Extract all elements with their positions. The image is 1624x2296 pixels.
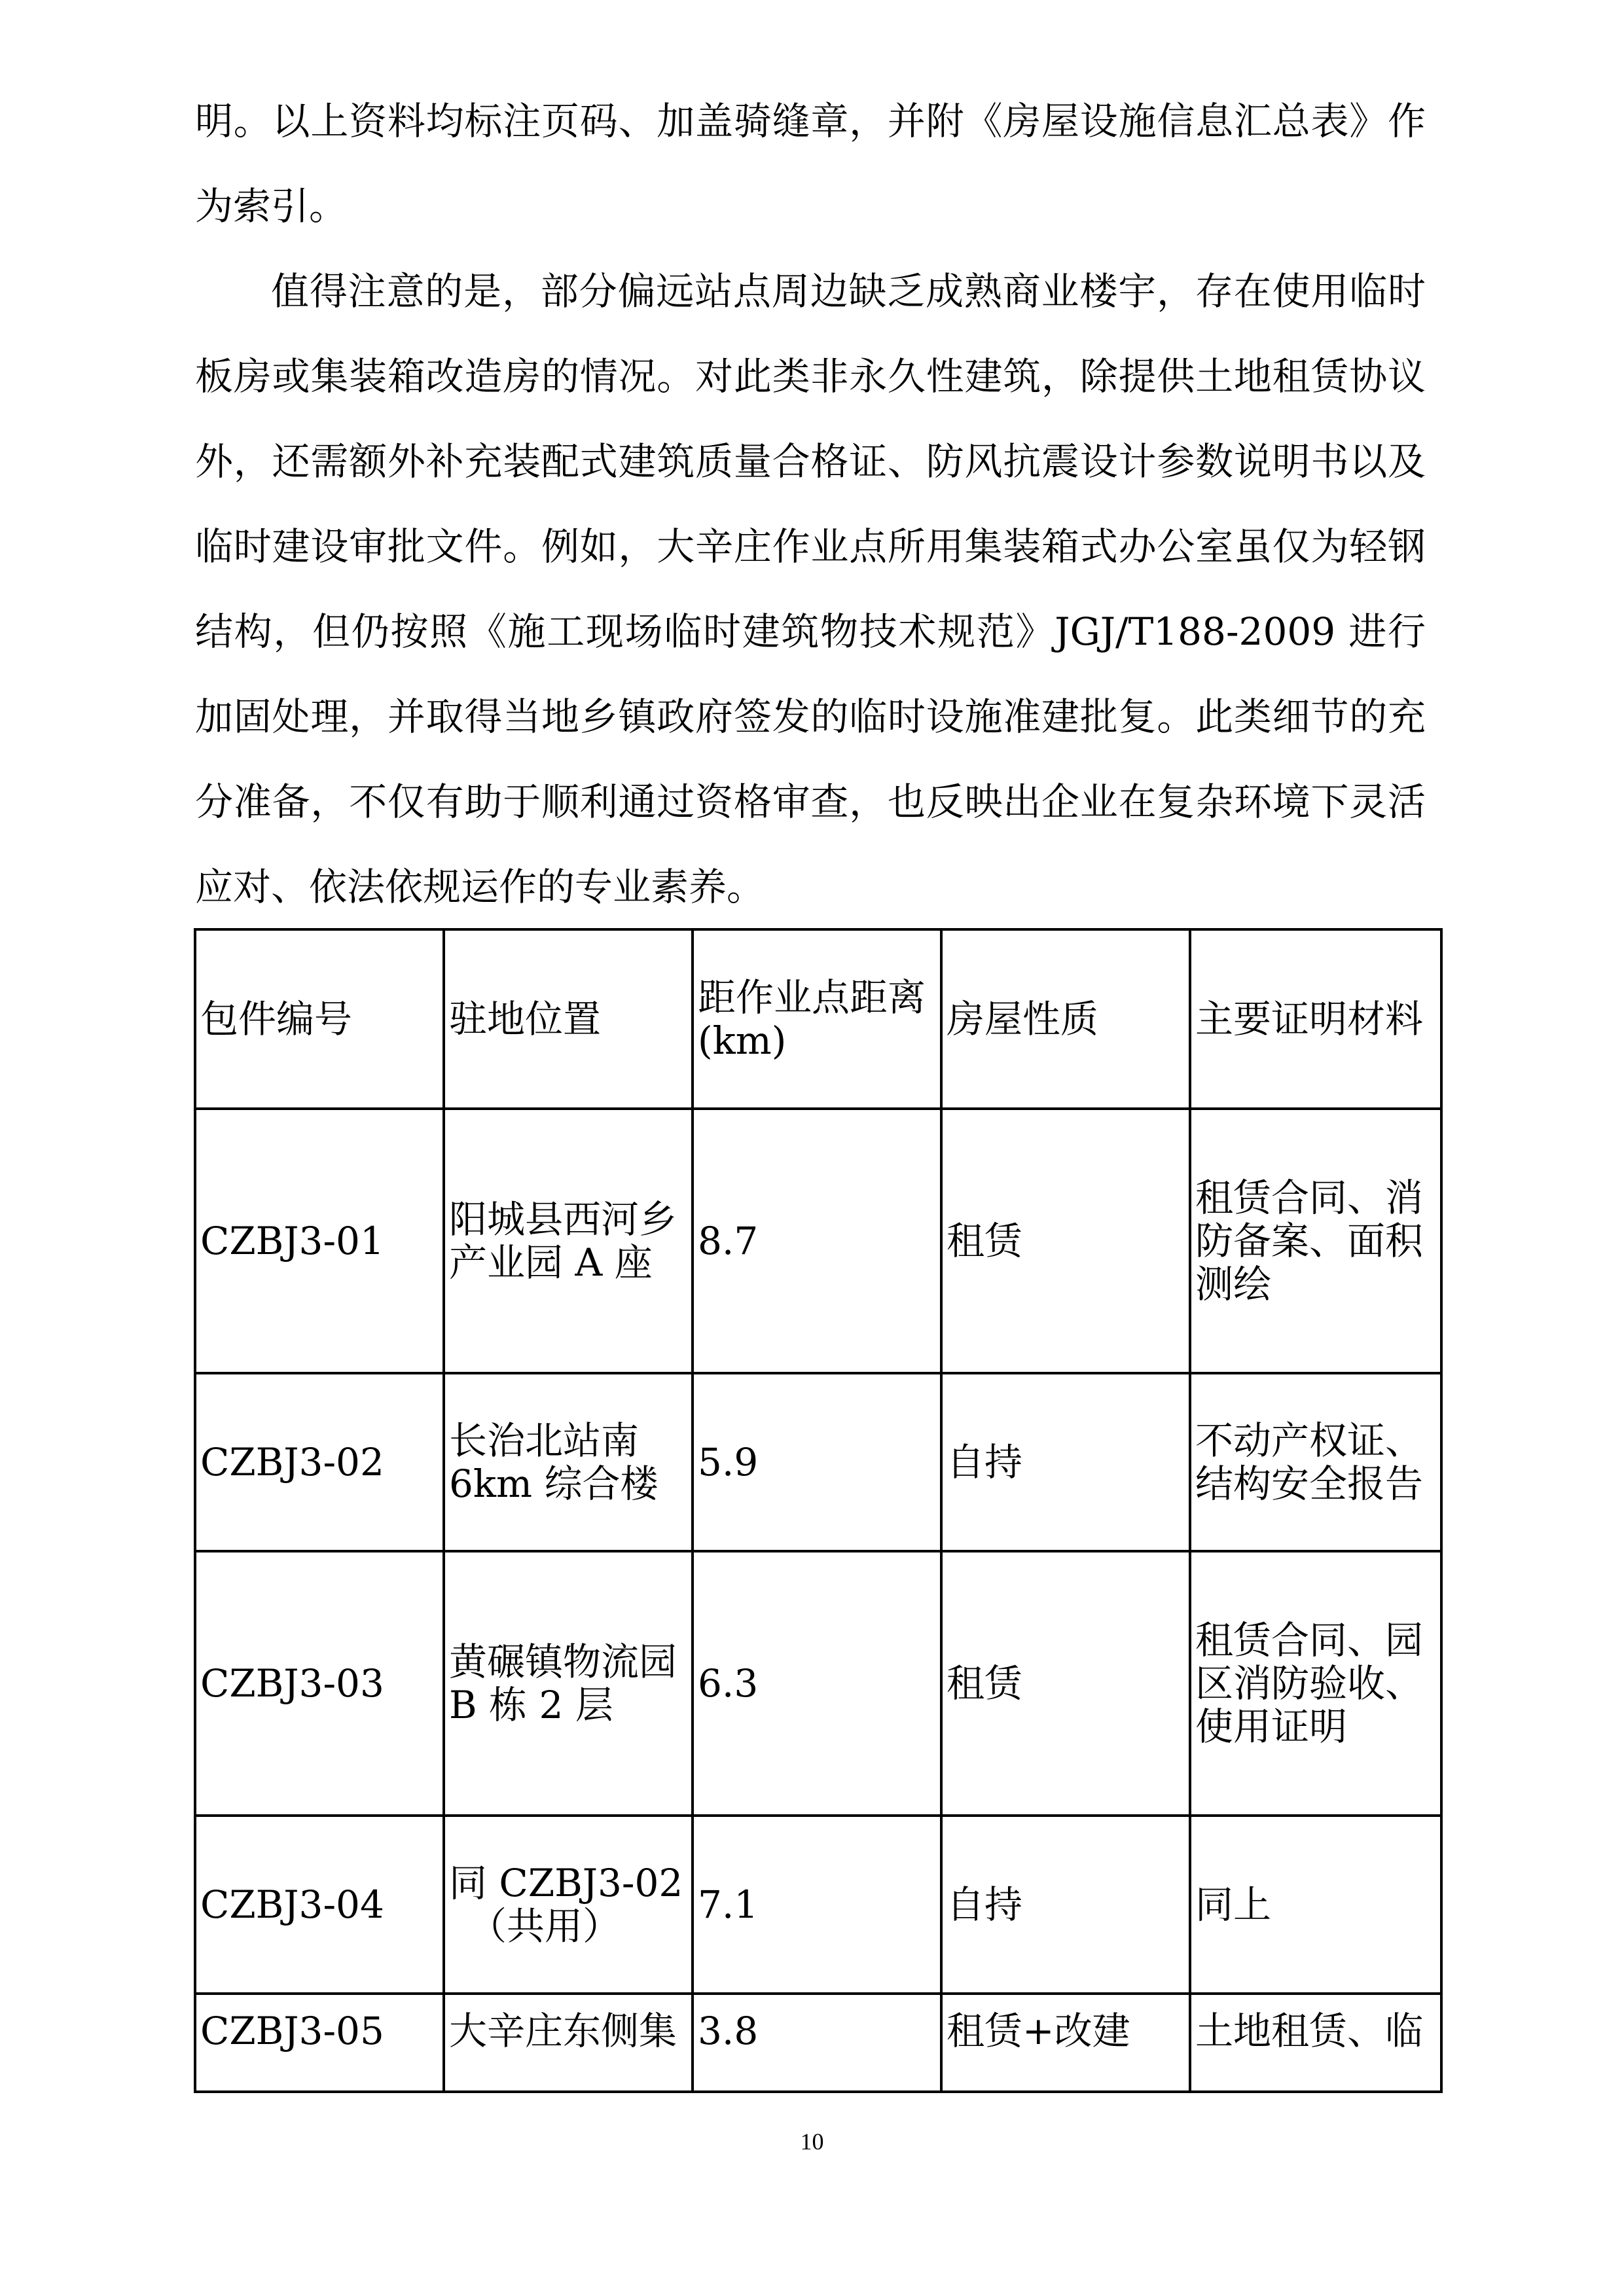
cell-proof-materials: 土地租赁、临 bbox=[1190, 1994, 1441, 2092]
header-proof-materials: 主要证明材料 bbox=[1190, 929, 1441, 1109]
body-text bbox=[195, 79, 1426, 929]
cell-proof-materials: 租赁合同、园区消防验收、使用证明 bbox=[1190, 1551, 1441, 1816]
facility-table bbox=[194, 928, 1443, 2093]
paragraph-continuation: 明。以上资料均标注页码、加盖骑缝章，并附《房屋设施信息汇总表》作为索引。 bbox=[195, 99, 1426, 228]
cell-distance: 7.1 bbox=[693, 1816, 941, 1994]
cell-location: 大辛庄东侧集 bbox=[444, 1994, 693, 2092]
cell-property-type: 租赁 bbox=[941, 1551, 1190, 1816]
cell-location bbox=[444, 1816, 693, 1994]
cell-proof-materials: 租赁合同、消防备案、面积测绘 bbox=[1190, 1109, 1441, 1373]
cell-location: 阳城县西河乡产业园 A 座 bbox=[444, 1109, 693, 1373]
cell-property-type: 租赁 bbox=[941, 1109, 1190, 1373]
cell-package-id: CZBJ3-01 bbox=[195, 1109, 444, 1373]
header-package-id: 包件编号 bbox=[195, 929, 444, 1109]
cell-package-id: CZBJ3-04 bbox=[195, 1816, 444, 1994]
table-header-row bbox=[195, 929, 1441, 1109]
cell-package-id: CZBJ3-02 bbox=[195, 1373, 444, 1551]
cell-location-line1: 同 CZBJ3-02 bbox=[449, 1861, 683, 1905]
cell-package-id: CZBJ3-03 bbox=[195, 1551, 444, 1816]
cell-distance: 8.7 bbox=[693, 1109, 941, 1373]
cell-location-line2: （共用） bbox=[469, 1904, 621, 1948]
header-property-type: 房屋性质 bbox=[941, 929, 1190, 1109]
cell-property-type: 租赁+改建 bbox=[941, 1994, 1190, 2092]
table-row bbox=[195, 1816, 1441, 1994]
cell-location: 黄碾镇物流园 B 栋 2 层 bbox=[444, 1551, 693, 1816]
cell-location: 长治北站南 6km 综合楼 bbox=[444, 1373, 693, 1551]
cell-distance: 3.8 bbox=[693, 1994, 941, 2092]
header-distance: 距作业点距离(km) bbox=[693, 929, 941, 1109]
cell-property-type: 自持 bbox=[941, 1373, 1190, 1551]
table-row bbox=[195, 1994, 1441, 2092]
cell-distance: 5.9 bbox=[693, 1373, 941, 1551]
table-row bbox=[195, 1109, 1441, 1373]
cell-distance: 6.3 bbox=[693, 1551, 941, 1816]
page-number: 10 bbox=[800, 2128, 824, 2155]
cell-property-type: 自持 bbox=[941, 1816, 1190, 1994]
cell-package-id: CZBJ3-05 bbox=[195, 1994, 444, 2092]
cell-proof-materials: 同上 bbox=[1190, 1816, 1441, 1994]
header-location: 驻地位置 bbox=[444, 929, 693, 1109]
table-row bbox=[195, 1551, 1441, 1816]
paragraph-temporary-buildings: 值得注意的是，部分偏远站点周边缺乏成熟商业楼宇，存在使用临时板房或集装箱改造房的情况。对此类非永久性建筑，除提供土地租赁协议外，还需额外补充装配式建筑质量合格证、防风抗震设计参数说明书以及临时建设审批文件。例如，大辛庄作业点所用集装箱式办公室虽仅为轻钢结构，但仍按照《施工现场临时建筑物技术规范》JGJ/T188-2009 进行加固处理，并取得当地乡镇政府签发的临时设施准建批复。此类细节的充分准备，不仅有助于顺利通过资格审查，也反映出企业在复杂环境下灵活应对、依法依规运作的专业素养。 bbox=[195, 269, 1426, 909]
cell-proof-materials: 不动产权证、结构安全报告 bbox=[1190, 1373, 1441, 1551]
table-row bbox=[195, 1373, 1441, 1551]
